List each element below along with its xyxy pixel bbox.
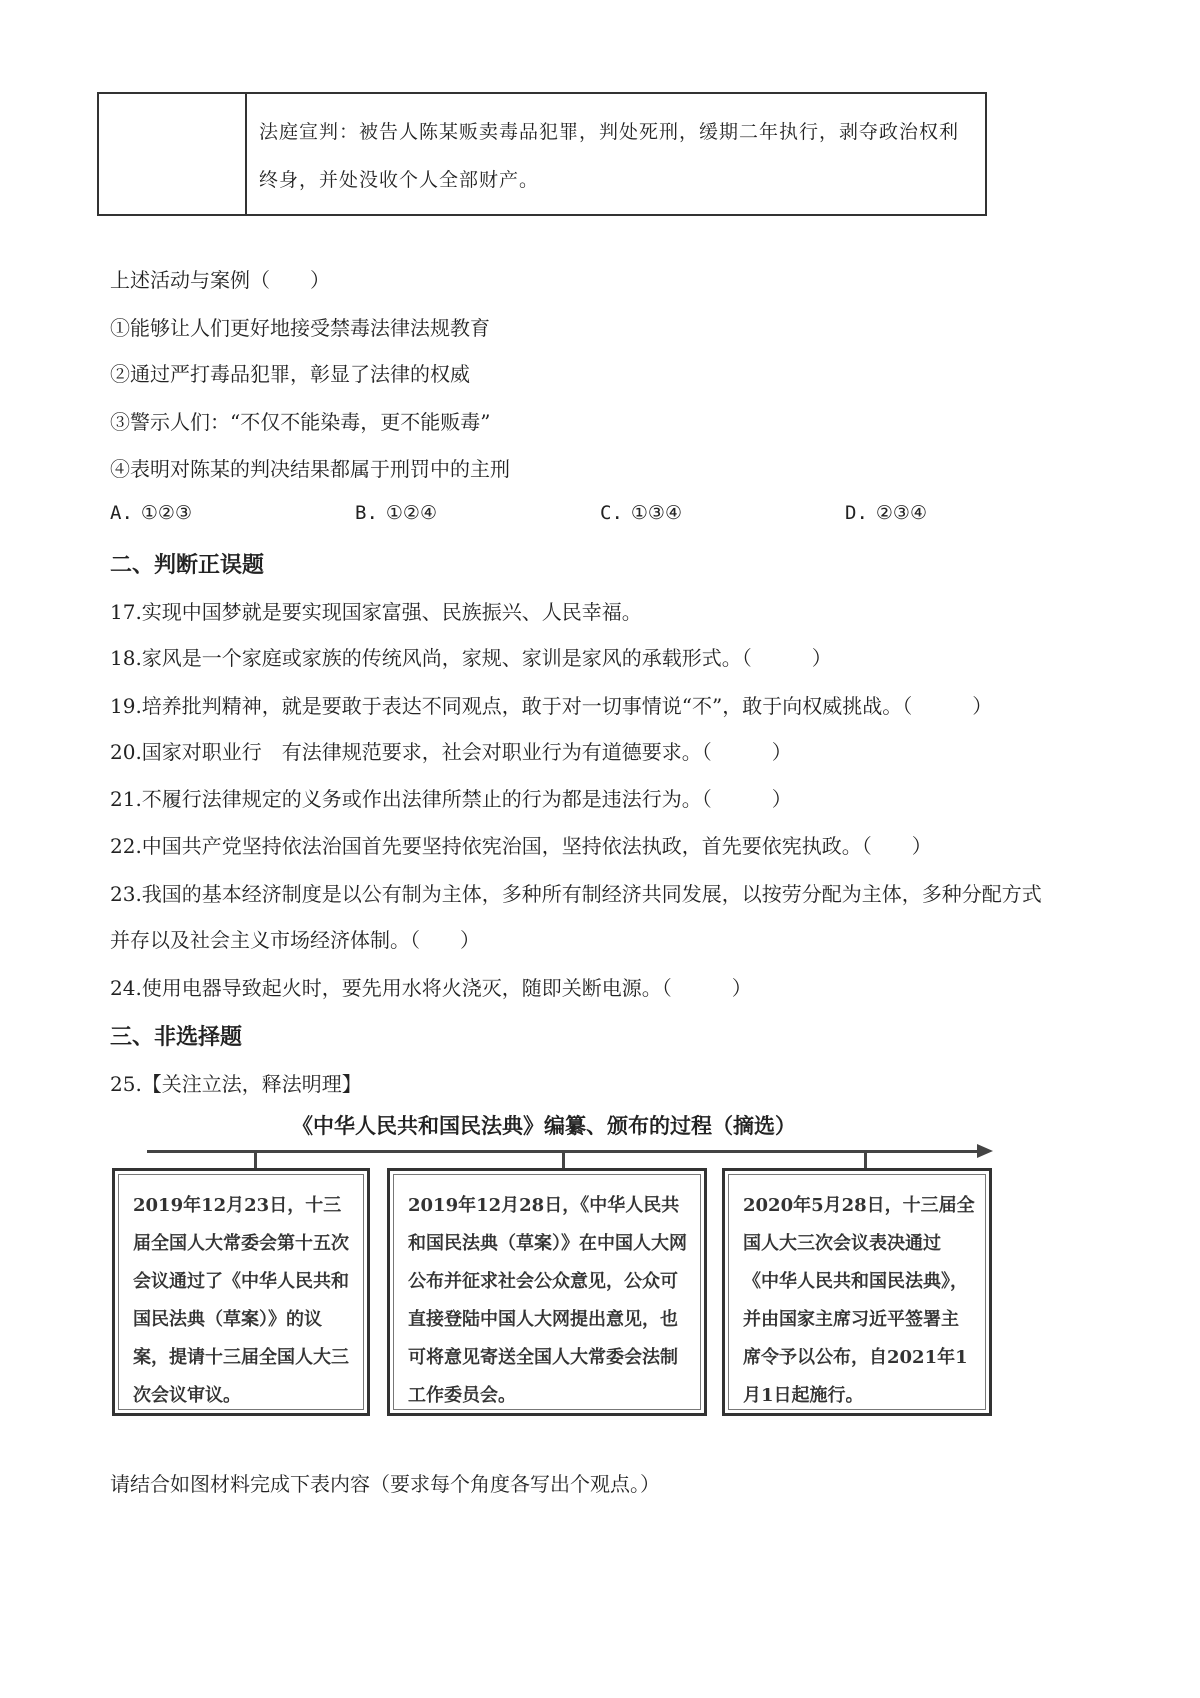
judgement-item-23-cont: 并存以及社会主义市场经济体制。（ ） bbox=[110, 928, 480, 952]
case-table bbox=[97, 92, 987, 216]
judgement-item-23: 23.我国的基本经济制度是以公有制为主体，多种所有制经济共同发展，以按劳分配为主体，多种分配方式 bbox=[110, 882, 1042, 906]
statement-1: ①能够让人们更好地接受禁毒法律法规教育 bbox=[110, 316, 490, 340]
question-25-instruction: 请结合如图材料完成下表内容（要求每个角度各写出个观点。） bbox=[110, 1472, 660, 1496]
option-d[interactable]: D. ②③④ bbox=[845, 502, 927, 524]
statement-2: ②通过严打毒品犯罪，彰显了法律的权威 bbox=[110, 362, 470, 386]
option-c[interactable]: C. ①③④ bbox=[600, 502, 682, 524]
timeline-box-3-text: 2020年5月28日，十三届全国人大三次会议表决通过《中华人民共和国民法典》，并由国家主席习近平签署主席令予以公布，自2021年1月1日起施行。 bbox=[743, 1195, 975, 1406]
section-3-title: 三、非选择题 bbox=[110, 1025, 243, 1050]
judgement-item-24: 24.使用电器导致起火时，要先用水将火浇灭，随即关断电源。（ ） bbox=[110, 976, 752, 1000]
timeline-tick bbox=[864, 1150, 867, 1168]
option-b[interactable]: B. ①②④ bbox=[355, 502, 437, 524]
civil-code-timeline-figure bbox=[112, 1110, 992, 1430]
option-a[interactable]: A. ①②③ bbox=[110, 502, 192, 524]
judgement-item-17: 17.实现中国梦就是要实现国家富强、民族振兴、人民幸福。 bbox=[110, 600, 642, 624]
figure-title: 《中华人民共和国民法典》编纂、颁布的过程（摘选） bbox=[292, 1113, 796, 1138]
judgement-item-20: 20.国家对职业行 有法律规范要求，社会对职业行为有道德要求。（ ） bbox=[110, 740, 792, 764]
timeline-tick bbox=[562, 1150, 565, 1168]
answer-options bbox=[110, 502, 990, 532]
statement-4: ④表明对陈某的判决结果都属于刑罚中的主刑 bbox=[110, 457, 510, 481]
case-table-label-cell bbox=[98, 93, 246, 215]
judgement-item-19: 19.培养批判精神，就是要敢于表达不同观点，敢于对一切事情说“不”，敢于向权威挑战。（ ） bbox=[110, 694, 993, 718]
statement-3: ③警示人们：“不仅不能染毒，更不能贩毒” bbox=[110, 410, 491, 434]
arrow-head-icon bbox=[977, 1144, 993, 1158]
question-stem: 上述活动与案例（ ） bbox=[110, 268, 330, 292]
timeline-box-1 bbox=[112, 1168, 370, 1416]
timeline-box-3 bbox=[722, 1168, 992, 1416]
section-2-title: 二、判断正误题 bbox=[110, 553, 265, 578]
judgement-item-18: 18.家风是一个家庭或家族的传统风尚，家规、家训是家风的承载形式。（ ） bbox=[110, 646, 832, 670]
timeline-box-1-text: 2019年12月23日，十三届全国人大常委会第十五次会议通过了《中华人民共和国民法典（草案）》的议案，提请十三届全国人大三次会议审议。 bbox=[133, 1195, 349, 1406]
case-verdict-text: 法庭宣判：被告人陈某贩卖毒品犯罪，判处死刑，缓期二年执行，剥夺政治权利终身，并处没收个人全部财产。 bbox=[246, 93, 986, 215]
timeline-tick bbox=[254, 1150, 257, 1168]
timeline-box-2 bbox=[387, 1168, 707, 1416]
judgement-item-21: 21.不履行法律规定的义务或作出法律所禁止的行为都是违法行为。（ ） bbox=[110, 787, 792, 811]
judgement-item-22: 22.中国共产党坚持依法治国首先要坚持依宪治国，坚持依法执政，首先要依宪执政。（ ） bbox=[110, 834, 932, 858]
question-25-heading: 25.【关注立法，释法明理】 bbox=[110, 1072, 362, 1096]
timeline-box-2-text: 2019年12月28日，《中华人民共和国民法典（草案）》在中国人大网公布并征求社会公众意见，公众可直接登陆中国人大网提出意见，也可将意见寄送全国人大常委会法制工作委员会。 bbox=[408, 1195, 687, 1406]
